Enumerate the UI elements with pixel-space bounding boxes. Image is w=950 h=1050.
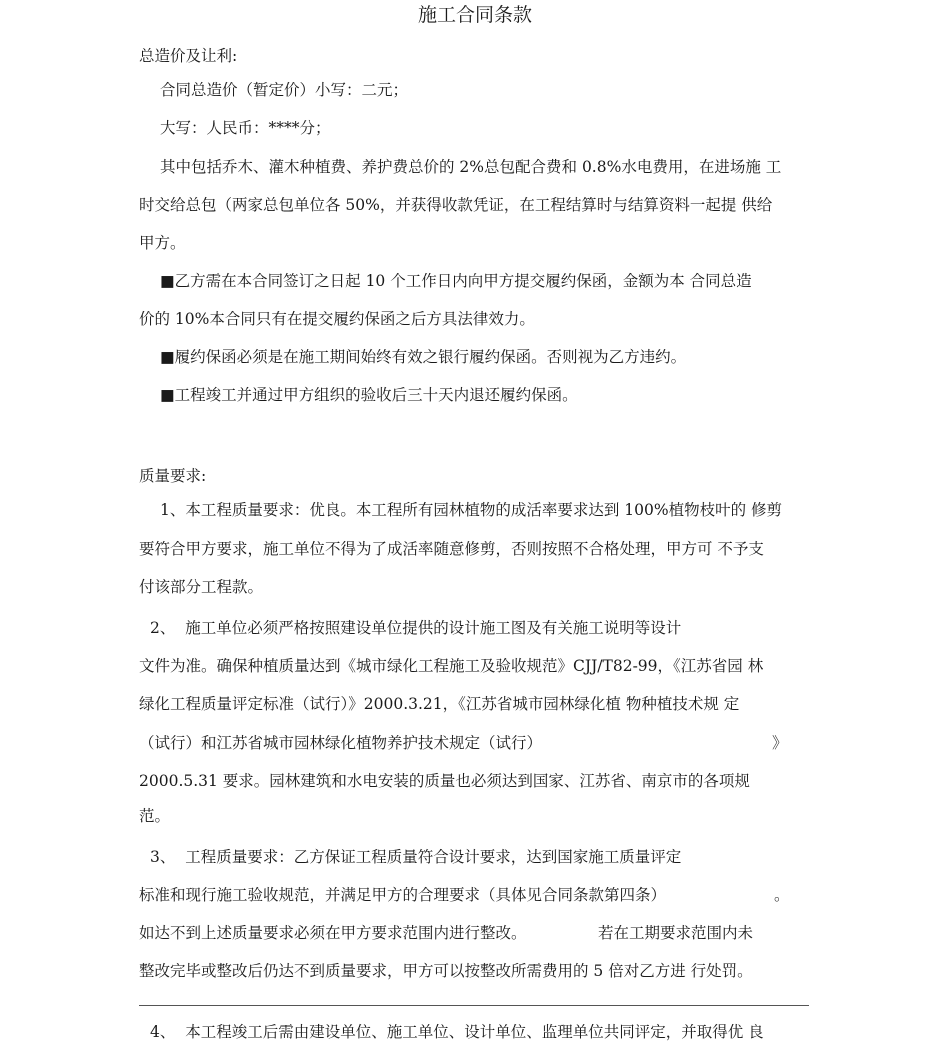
text-line: 文件为准。确保种植质量达到《城市绿化工程施工及验收规范》CJJ/T82-99，《江苏省园 林: [139, 657, 764, 675]
text-line: 范。: [139, 807, 171, 825]
text-line: 甲方。: [139, 234, 186, 252]
text-line: 1、本工程质量要求：优良。本工程所有园林植物的成活率要求达到 100%植物枝叶的 修剪: [160, 501, 783, 519]
section-heading-price: 总造价及让利:: [139, 47, 238, 65]
text-line: 整改完毕或整改后仍达不到质量要求，甲方可以按整改所需费用的 5 倍对乙方进 行处罚。: [139, 962, 753, 980]
text-line: 付该部分工程款。: [139, 578, 264, 596]
text-line: 价的 10%本合同只有在提交履约保函之后方具法律效力。: [139, 310, 535, 328]
text-line: 绿化工程质量评定标准（试行）》2000.3.21，《江苏省城市园林绿化植 物种植技术规 定: [139, 695, 740, 713]
text-line: 标准和现行施工验收规范，并满足甲方的合理要求（具体见合同条款第四条）: [139, 886, 667, 904]
text-line: 2、 施工单位必须严格按照建设单位提供的设计施工图及有关施工说明等设计: [150, 619, 682, 637]
text-line: 2000.5.31 要求。园林建筑和水电安装的质量也必须达到国家、江苏省、南京市的各项规: [139, 772, 750, 790]
text-line-end: 》: [772, 734, 788, 752]
text-line-end: 。: [774, 886, 790, 904]
text-line: ■履约保函必须是在施工期间始终有效之银行履约保函。否则视为乙方违约。: [160, 348, 687, 366]
text-line: （试行）和江苏省城市园林绿化植物养护技术规定（试行）: [139, 734, 543, 752]
text-line: ■工程竣工并通过甲方组织的验收后三十天内退还履约保函。: [160, 386, 578, 404]
section-heading-quality: 质量要求:: [139, 467, 207, 485]
text-line: 时交给总包（两家总包单位各 50%，并获得收款凭证，在工程结算时与结算资料一起提 供给: [139, 196, 773, 214]
text-line: 3、 工程质量要求：乙方保证工程质量符合设计要求，达到国家施工质量评定: [150, 848, 682, 866]
text-line: 其中包括乔木、灌木种植费、养护费总价的 2%总包配合费和 0.8%水电费用，在进场施 工: [160, 158, 782, 176]
document-title: 施工合同条款: [417, 4, 532, 26]
text-line: 4、 本工程竣工后需由建设单位、施工单位、设计单位、监理单位共同评定，并取得优 良: [150, 1023, 764, 1041]
text-line: ■乙方需在本合同签订之日起 10 个工作日内向甲方提交履约保函，金额为本 合同总造: [160, 272, 752, 290]
text-line: 合同总造价（暂定价）小写：二元；: [160, 81, 409, 99]
horizontal-rule: [139, 1005, 809, 1006]
text-line: 要符合甲方要求，施工单位不得为了成活率随意修剪，否则按照不合格处理，甲方可 不予支: [139, 540, 764, 558]
text-line-end: 若在工期要求范围内未: [598, 924, 754, 942]
text-line: 如达不到上述质量要求必须在甲方要求范围内进行整改。: [139, 924, 527, 942]
text-line: 大写：人民币：****分；: [160, 119, 331, 137]
